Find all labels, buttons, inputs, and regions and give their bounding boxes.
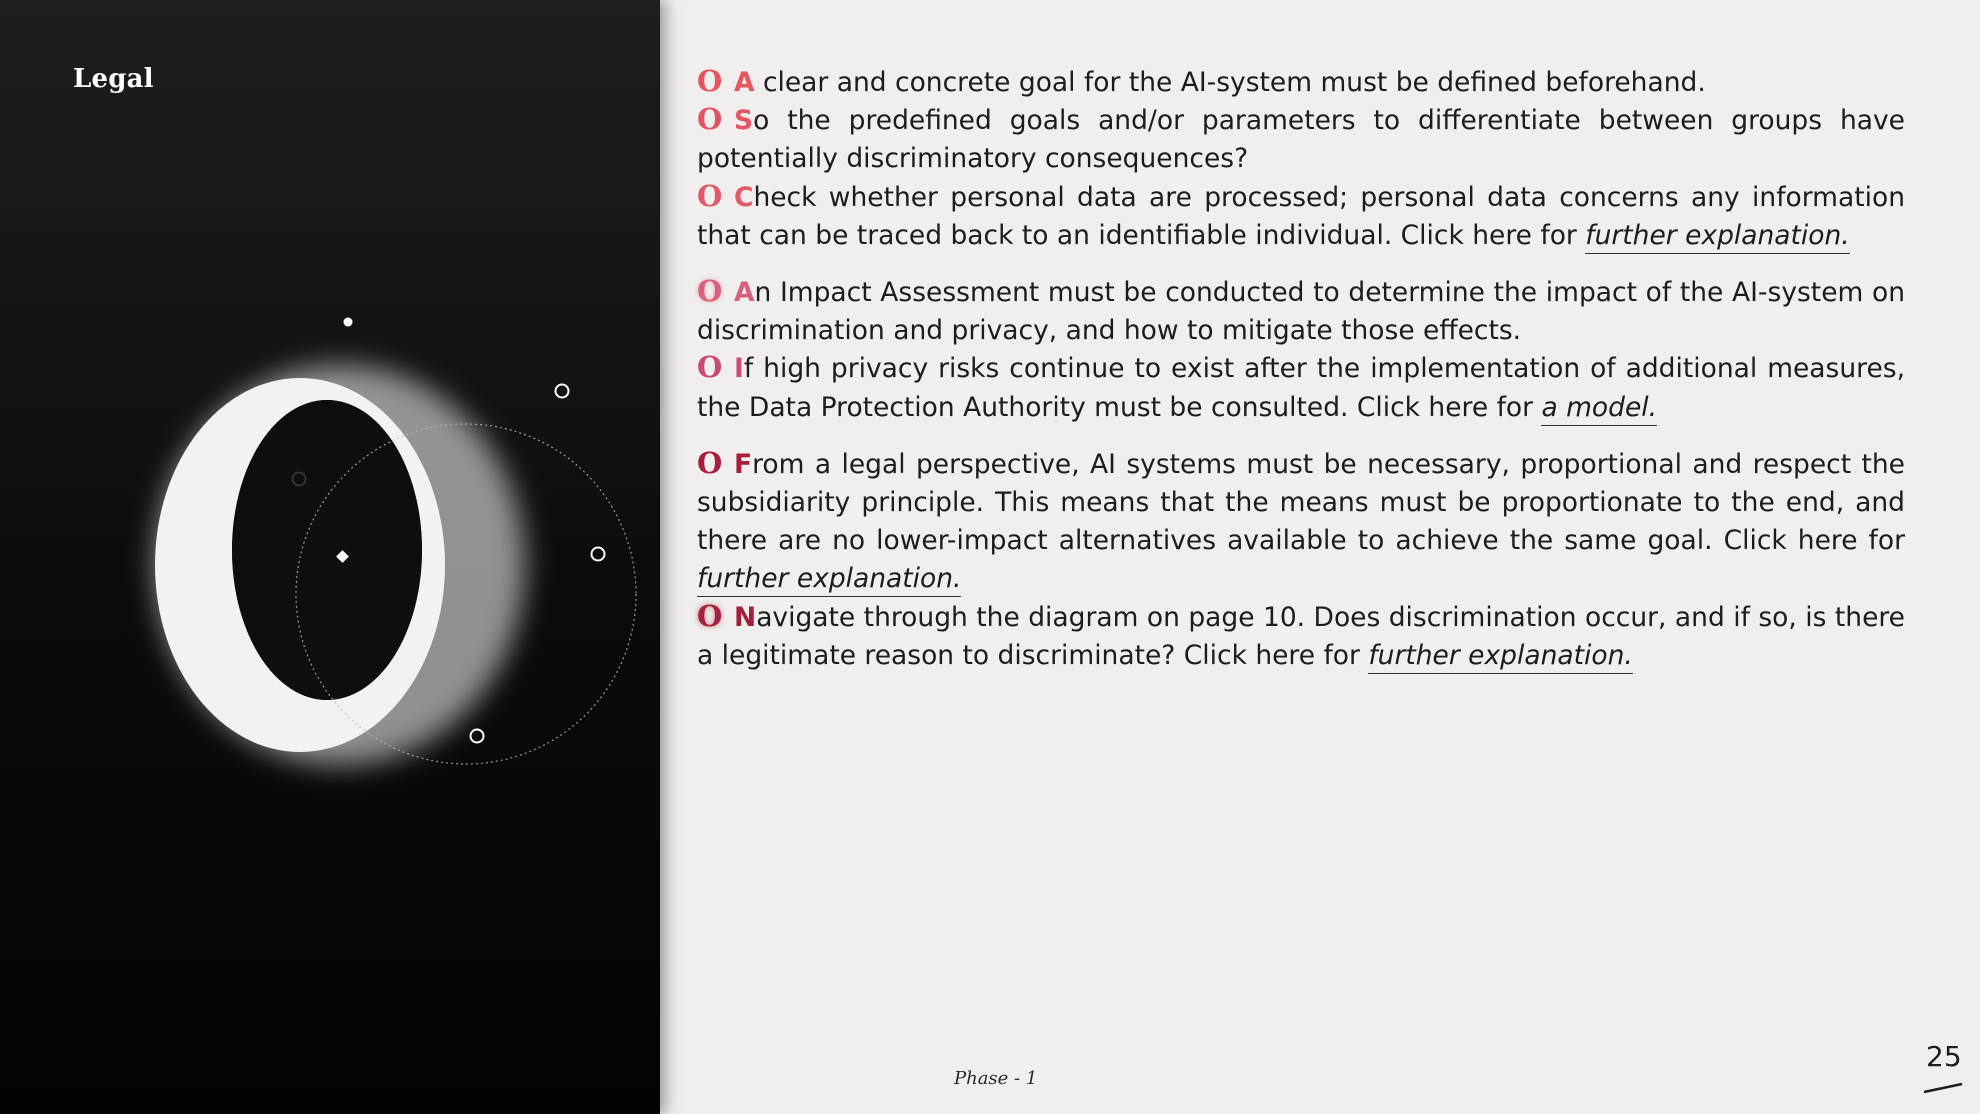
checklist-group-3 — [697, 446, 1905, 675]
item-lead-letter: I — [734, 353, 744, 385]
item-text: rom a legal perspective, AI systems must be necessary, proportional and respect the subsidiarity principle. This means that the means must be proportionate to the end, and there are no lower-impact alternatives available to achieve the same goal. Click here for — [697, 448, 1905, 557]
item-lead-letter: F — [734, 448, 753, 480]
page-number-underline — [1922, 1082, 1966, 1094]
ring-illustration — [0, 0, 660, 1114]
bullet-o-icon: O — [697, 102, 723, 137]
page-number: 25 — [1926, 1040, 1962, 1073]
left-panel — [0, 0, 660, 1114]
bullet-o-icon: O — [697, 445, 723, 480]
item-lead-letter: A — [734, 277, 755, 309]
checklist-group-2 — [697, 274, 1905, 427]
item-text: n Impact Assessment must be conducted to determine the impact of the AI-system on discrimination and privacy, and how to mitigate those effects. — [697, 277, 1905, 347]
dot-ring — [556, 385, 569, 398]
bullet-o-icon: O — [697, 64, 723, 98]
bullet-o-icon: O — [697, 274, 723, 309]
checklist-group-1 — [697, 64, 1905, 255]
further-explanation-link[interactable]: further explanation. — [697, 563, 961, 597]
list-item — [697, 599, 1905, 675]
phase-label: Phase - 1 — [954, 1068, 1038, 1089]
item-lead-letter: S — [734, 105, 754, 137]
item-lead-letter: A — [734, 67, 755, 98]
item-text: o the predefined goals and/or parameters to differentiate between groups have potentially discriminatory consequences? — [697, 105, 1905, 175]
list-item — [697, 274, 1905, 350]
section-title: Legal — [73, 64, 154, 94]
model-link[interactable]: a model. — [1541, 392, 1657, 426]
item-text: heck whether personal data are processed; personal data concerns any information that can be traced back to an identifiable individual. Click here for — [697, 181, 1905, 251]
list-item — [697, 179, 1905, 255]
letter-o-shape — [155, 378, 445, 752]
further-explanation-link[interactable]: further explanation. — [1585, 220, 1849, 254]
further-explanation-link[interactable]: further explanation. — [1368, 640, 1632, 674]
list-item — [697, 102, 1905, 178]
item-lead-letter: N — [734, 601, 757, 633]
list-item — [697, 64, 1905, 102]
bullet-o-icon: O — [697, 598, 723, 633]
bullet-o-icon: O — [697, 178, 723, 213]
list-item — [697, 446, 1905, 599]
item-text: f high privacy risks continue to exist after the implementation of additional measures, the Data Protection Authority must be consulted. Click here for — [697, 353, 1905, 423]
item-text: avigate through the diagram on page 10. Does discrimination occur, and if so, is there a legitimate reason to discriminate? Click here for — [697, 601, 1905, 671]
dot-ring — [592, 548, 605, 561]
list-item — [697, 350, 1905, 426]
item-lead-letter: C — [734, 181, 754, 213]
checklist — [697, 64, 1905, 694]
item-text: clear and concrete goal for the AI-system must be defined beforehand. — [754, 67, 1706, 98]
bullet-o-icon: O — [697, 350, 723, 385]
dot-ring — [471, 730, 484, 743]
dot-filled — [344, 318, 353, 327]
